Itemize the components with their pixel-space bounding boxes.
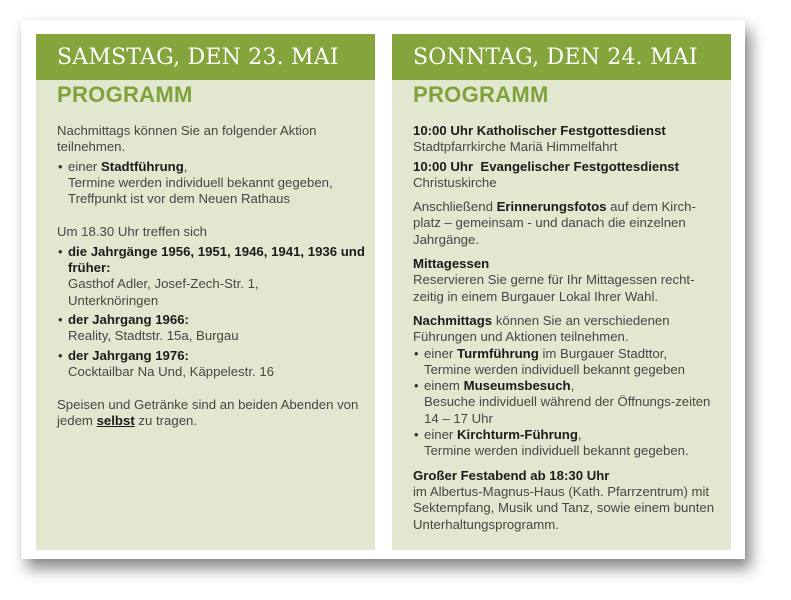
tour-detail: Termine werden individuell bekannt gegeben	[424, 361, 685, 377]
list-item: • einem Museumsbesuch, Besuche individuell während der Öffnungs-zeiten 14 – 17 Uhr	[413, 378, 721, 427]
service-item	[413, 159, 721, 192]
sunday-program-heading: PROGRAMM	[413, 82, 549, 107]
lunch-title: Mittagessen	[413, 256, 490, 272]
meeting-group: der Jahrgang 1976:	[68, 347, 189, 363]
meeting-intro: Um 18.30 Uhr treffen sich	[57, 224, 208, 240]
lunch-section	[413, 256, 721, 305]
sunday-content	[392, 123, 731, 533]
lunch-text: Reservieren Sie gerne für Ihr Mittagessen recht-zeitig in einem Burgauer Lokal Ihrer Wahl.	[413, 272, 695, 304]
tour-name: Turmführung	[457, 345, 539, 361]
service-item	[413, 123, 721, 156]
list-item: • einer Kirchturm-Führung, Termine werden individuell bekannt gegeben.	[413, 427, 721, 460]
evening-text: im Albertus-Magnus-Haus (Kath. Pfarrzentrum) mit Sektempfang, Musik und Tanz, sowie einem bunten Unterhaltungsprogramm.	[413, 483, 715, 532]
service-title: 10:00 Uhr Katholischer Festgottesdienst	[413, 123, 666, 138]
activity-name: Stadtführung	[101, 158, 184, 174]
saturday-closing: Speisen und Getränke sind an beiden Abenden von jedem selbst zu tragen.	[57, 397, 359, 429]
service-title: 10:00 Uhr Evangelischer Festgottesdienst	[413, 158, 680, 174]
list-item: • einer Stadtführung, Termine werden individuell bekannt gegeben, Treffpunkt ist vor dem Neuen Rathaus	[57, 159, 365, 208]
service-location: Christuskirche	[413, 174, 497, 190]
list-item	[57, 312, 365, 345]
list-item	[57, 348, 365, 381]
sunday-header: SONNTAG, DEN 24. MAI	[392, 34, 731, 80]
afternoon-list	[413, 346, 721, 460]
meeting-location: Reality, Stadtstr. 15a, Burgau	[68, 328, 239, 344]
meeting-list	[57, 244, 365, 380]
tour-detail: Termine werden individuell bekannt gegeben.	[424, 443, 689, 459]
afternoon-intro: Nachmittags können Sie an verschiedenen Führungen und Aktionen teilnehmen.	[413, 312, 670, 345]
saturday-content	[36, 123, 375, 430]
service-location: Stadtpfarrkirche Mariä Himmelfahrt	[413, 139, 618, 155]
tour-detail: Besuche individuell während der Öffnungs-zeiten 14 – 17 Uhr	[424, 394, 711, 426]
photos-paragraph: Anschließend Erinnerungsfotos auf dem Kirch-platz – gemeinsam - und danach die einzelnen Jahrgänge.	[413, 199, 696, 247]
evening-section	[413, 468, 721, 533]
activity-meeting-point: Treffpunkt ist vor dem Neuen Rathaus	[68, 191, 291, 207]
list-item: • einer Turmführung im Burgauer Stadttor, Termine werden individuell bekannt gegeben	[413, 346, 721, 379]
activity-detail: Termine werden individuell bekannt gegeben,	[68, 174, 333, 190]
tour-name: Kirchturm-Führung	[457, 427, 578, 443]
afternoon-highlight: Nachmittags	[413, 312, 493, 328]
list-item	[57, 244, 365, 309]
meeting-location: Cocktailbar Na Und, Käppelestr. 16	[68, 363, 274, 379]
saturday-program-heading: PROGRAMM	[57, 82, 193, 107]
meeting-group: der Jahrgang 1966:	[68, 311, 189, 327]
meeting-group: die Jahrgänge 1956, 1951, 1946, 1941, 1936 und früher:	[68, 243, 365, 276]
photos-highlight: Erinnerungsfotos	[496, 199, 607, 215]
saturday-panel	[36, 34, 375, 550]
tour-name: Museumsbesuch	[463, 378, 571, 394]
sunday-panel	[392, 34, 731, 550]
evening-title: Großer Festabend ab 18:30 Uhr	[413, 467, 610, 483]
saturday-header: SAMSTAG, DEN 23. MAI	[36, 34, 375, 80]
saturday-activity-list	[57, 159, 365, 208]
meeting-location: Gasthof Adler, Josef-Zech-Str. 1, Unterknöringen	[68, 276, 259, 308]
saturday-intro: Nachmittags können Sie an folgender Aktion teilnehmen.	[57, 123, 317, 155]
emphasis-selbst: selbst	[96, 413, 135, 429]
